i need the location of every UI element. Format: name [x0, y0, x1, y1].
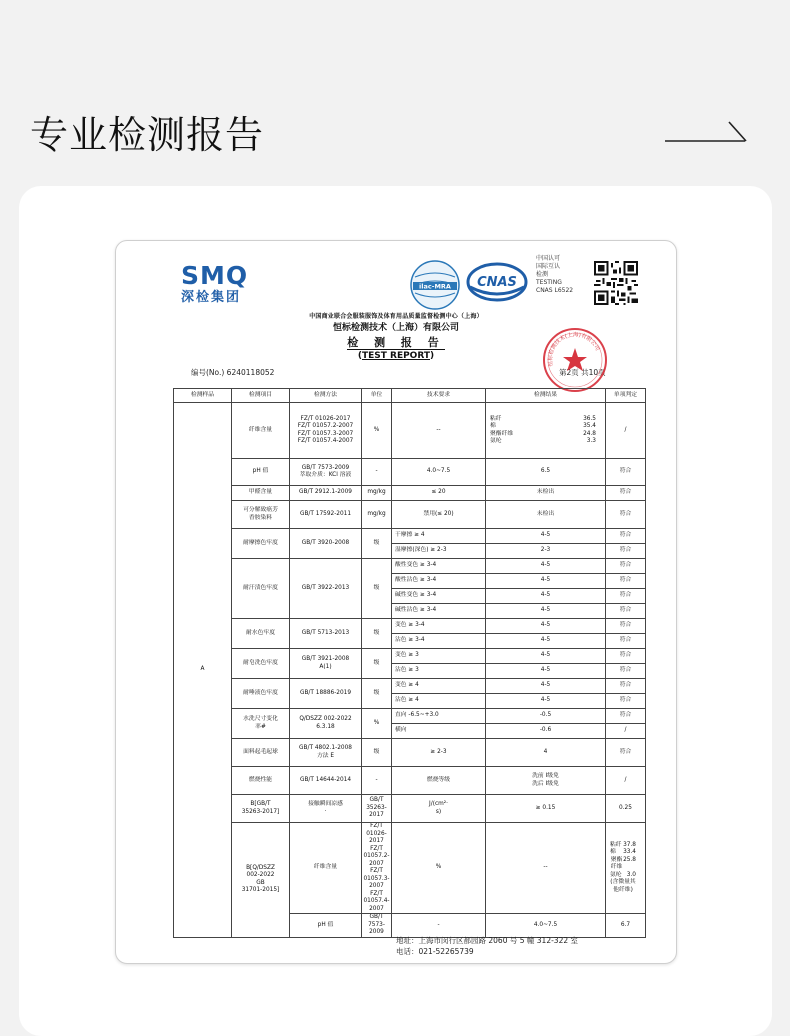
table-row	[174, 403, 646, 459]
item-cell: pH 值	[290, 914, 362, 938]
result-cell: 未检出	[486, 486, 606, 501]
column-header: 单位	[362, 389, 392, 403]
qr-code-icon	[594, 261, 638, 305]
item-cell: 纤维含量	[290, 823, 362, 914]
result-cell: 6.7	[606, 914, 646, 938]
method-cell: GB/T 2912.1-2009	[290, 486, 362, 501]
method-cell: GB/T 14644-2014	[290, 767, 362, 795]
table-row	[174, 709, 646, 724]
table-row	[174, 559, 646, 574]
result-cell: 6.5	[486, 459, 606, 486]
unit-cell: 级	[362, 529, 392, 559]
cnas-accreditation-info: 中国认可 国际互认 检测 TESTING CNAS L6522	[536, 255, 574, 294]
result-cell: 洗前 I级免 洗后 I级免	[486, 767, 606, 795]
column-header: 检测样品	[174, 389, 232, 403]
unit-cell: mg/kg	[362, 501, 392, 529]
item-cell: 耐摩擦色牢度	[232, 529, 290, 559]
requirement-cell: 变色 ≥ 3	[392, 649, 486, 664]
requirement-cell: 横向	[392, 724, 486, 739]
result-cell: 粘纤 37.8 棉 33.4 聚酯纤维 25.8 氨纶 3.0 (含微量其他纤维)	[606, 823, 646, 914]
ilac-mra-logo	[409, 259, 461, 311]
method-cell: GB/T 3922-2013	[290, 559, 362, 619]
requirement-cell: ≥ 2-3	[392, 739, 486, 767]
method-cell: Q/DSZZ 002-2022 6.3.18	[290, 709, 362, 739]
table-row	[174, 501, 646, 529]
table-row	[174, 486, 646, 501]
sample-cell: B[GB/T 35263-2017]	[232, 795, 290, 823]
org-name-line2: 恒标检测技术（上海）有限公司	[332, 323, 459, 333]
result-cell: 0.25	[606, 795, 646, 823]
verdict-cell: 符合	[606, 664, 646, 679]
requirement-cell: --	[486, 823, 606, 914]
item-cell: 面料起毛起球	[232, 739, 290, 767]
column-header: 检测项目	[232, 389, 290, 403]
result-cell: 4	[486, 739, 606, 767]
page-title: 专业检测报告	[30, 113, 265, 157]
verdict-cell: 符合	[606, 589, 646, 604]
svg-text:CNAS: CNAS	[477, 275, 517, 290]
table-row	[174, 823, 646, 914]
requirement-cell: 碱性变色 ≥ 3-4	[392, 589, 486, 604]
unit-cell: %	[392, 823, 486, 914]
item-cell: 耐汗渍色牢度	[232, 559, 290, 619]
verdict-cell: 符合	[606, 501, 646, 529]
column-header: 单项判定	[606, 389, 646, 403]
item-cell: 耐水色牢度	[232, 619, 290, 649]
unit-cell: 级	[362, 679, 392, 709]
verdict-cell: 符合	[606, 739, 646, 767]
unit-cell: 级	[362, 559, 392, 619]
method-cell: GB/T 17592-2011	[290, 501, 362, 529]
requirement-cell: 沾色 ≥ 3	[392, 664, 486, 679]
requirement-cell: 湿摩擦(深色) ≥ 2-3	[392, 544, 486, 559]
requirement-cell: 直向 -6.5~+3.0	[392, 709, 486, 724]
unit-cell: %	[362, 709, 392, 739]
test-report-document	[115, 240, 677, 964]
table-row	[174, 619, 646, 634]
result-cell: 4-5	[486, 664, 606, 679]
method-cell: GB/T 35263-2017	[362, 795, 392, 823]
test-results-table	[173, 388, 646, 938]
result-cell: 4-5	[486, 649, 606, 664]
requirement-cell: 沾色 ≥ 3-4	[392, 634, 486, 649]
result-cell: 4-5	[486, 694, 606, 709]
requirement-cell: 干摩擦 ≥ 4	[392, 529, 486, 544]
report-subtitle: (TEST REPORT)	[357, 351, 435, 361]
result-cell: 未检出	[486, 501, 606, 529]
sample-cell: B[Q/DSZZ 002-2022 GB 31701-2015]	[232, 823, 290, 938]
result-cell: 4-5	[486, 679, 606, 694]
arrow-right-icon[interactable]	[665, 118, 747, 144]
report-title: 检 测 报 告	[347, 336, 445, 349]
item-cell: 纤维含量	[232, 403, 290, 459]
item-cell: pH 值	[232, 459, 290, 486]
result-cell: 4-5	[486, 589, 606, 604]
result-cell: -0.5	[486, 709, 606, 724]
verdict-cell: 符合	[606, 486, 646, 501]
verdict-cell: 符合	[606, 679, 646, 694]
unit-cell: -	[392, 914, 486, 938]
verdict-cell: /	[606, 403, 646, 459]
requirement-cell: 沾色 ≥ 4	[392, 694, 486, 709]
method-cell: GB/T 7573-2009	[362, 914, 392, 938]
result-cell: 4-5	[486, 619, 606, 634]
requirement-cell: ≤ 20	[392, 486, 486, 501]
table-row	[174, 767, 646, 795]
item-cell: 可分解致癌芳 香胺染料	[232, 501, 290, 529]
unit-cell: J/(cm²· s)	[392, 795, 486, 823]
sample-cell: A	[174, 403, 232, 938]
unit-cell: -	[362, 459, 392, 486]
column-header: 检测方法	[290, 389, 362, 403]
table-header-row	[174, 389, 646, 403]
requirement-cell: 禁用(≤ 20)	[392, 501, 486, 529]
item-cell: 燃烧性能	[232, 767, 290, 795]
cnas-logo	[466, 261, 528, 303]
verdict-cell: 符合	[606, 459, 646, 486]
verdict-cell: /	[606, 767, 646, 795]
unit-cell: 级	[362, 739, 392, 767]
method-cell: GB/T 4802.1-2008 方法 E	[290, 739, 362, 767]
column-header: 技术要求	[392, 389, 486, 403]
lab-address: 地址：上海市闵行区都园路 2060 号 5 幢 312-322 室 电话：021-52265739	[396, 936, 578, 956]
verdict-cell: 符合	[606, 694, 646, 709]
method-cell: FZ/T 01026-2017 FZ/T 01057.2-2007 FZ/T 01057.3-2007 FZ/T 01057.4-2007	[290, 403, 362, 459]
svg-text:恒标检测技术(上海)有限公司: 恒标检测技术(上海)有限公司	[547, 332, 601, 367]
verdict-cell: /	[606, 724, 646, 739]
method-cell: FZ/T 01026-2017 FZ/T 01057.2-2007 FZ/T 01057.3-2007 FZ/T 01057.4-2007	[363, 823, 390, 912]
verdict-cell: 符合	[606, 544, 646, 559]
requirement-cell: 变色 ≥ 3-4	[392, 619, 486, 634]
requirement-cell: ≥ 0.15	[486, 795, 606, 823]
requirement-cell: 碱性沾色 ≥ 3-4	[392, 604, 486, 619]
result-cell: 4-5	[486, 574, 606, 589]
result-cell: 4-5	[486, 604, 606, 619]
item-cell: 耐唾液色牢度	[232, 679, 290, 709]
smq-logo: SMQ 深检集团	[181, 261, 249, 305]
company-seal-stamp	[541, 326, 609, 394]
requirement-cell: 4.0~7.5	[486, 914, 606, 938]
requirement-cell: 酸性变色 ≥ 3-4	[392, 559, 486, 574]
svg-text:ilac-MRA: ilac-MRA	[419, 282, 451, 291]
item-cell: 甲醛含量	[232, 486, 290, 501]
org-name-line1: 中国商业联合会服装服饰及体育用品质量监督检测中心（上海）	[309, 313, 483, 320]
requirement-cell: 燃烧等级	[392, 767, 486, 795]
method-cell: GB/T 5713-2013	[290, 619, 362, 649]
table-row	[174, 679, 646, 694]
table-row	[174, 529, 646, 544]
page-info: 第2页 共10页	[559, 368, 606, 377]
unit-cell: -	[362, 767, 392, 795]
report-number: 编号(No.) 6240118052	[191, 368, 275, 377]
requirement-cell: 酸性沾色 ≥ 3-4	[392, 574, 486, 589]
verdict-cell: 符合	[606, 604, 646, 619]
result-cell: 4-5	[486, 634, 606, 649]
unit-cell: %	[362, 403, 392, 459]
result-cell: -0.6	[486, 724, 606, 739]
table-row	[174, 739, 646, 767]
unit-cell: mg/kg	[362, 486, 392, 501]
verdict-cell: 符合	[606, 709, 646, 724]
verdict-cell: 符合	[606, 634, 646, 649]
method-cell: GB/T 3921-2008 A(1)	[290, 649, 362, 679]
verdict-cell: 符合	[606, 619, 646, 634]
result-cell: 4-5	[486, 529, 606, 544]
requirement-cell: 4.0~7.5	[392, 459, 486, 486]
item-cell: 接触瞬间凉感 ·	[290, 795, 362, 823]
verdict-cell: 符合	[606, 649, 646, 664]
verdict-cell: 符合	[606, 529, 646, 544]
column-header: 检测结果	[486, 389, 606, 403]
requirement-cell: 变色 ≥ 4	[392, 679, 486, 694]
requirement-cell: --	[392, 403, 486, 459]
result-cell: 2-3	[486, 544, 606, 559]
method-cell: GB/T 18886-2019	[290, 679, 362, 709]
table-row	[174, 459, 646, 486]
method-cell: GB/T 3920-2008	[290, 529, 362, 559]
item-cell: 耐皂洗色牢度	[232, 649, 290, 679]
result-cell: 4-5	[486, 559, 606, 574]
table-row	[174, 795, 646, 823]
result-cell: 粘纤 36.5 棉 35.4 聚酯纤维 24.8 氨纶 3.3	[486, 403, 606, 459]
method-cell: GB/T 7573-2009 萃取介质：KCl 溶液	[290, 459, 362, 486]
unit-cell: 级	[362, 649, 392, 679]
unit-cell: 级	[362, 619, 392, 649]
item-cell: 水洗尺寸变化 率#	[232, 709, 290, 739]
verdict-cell: 符合	[606, 574, 646, 589]
verdict-cell: 符合	[606, 559, 646, 574]
table-row	[174, 649, 646, 664]
